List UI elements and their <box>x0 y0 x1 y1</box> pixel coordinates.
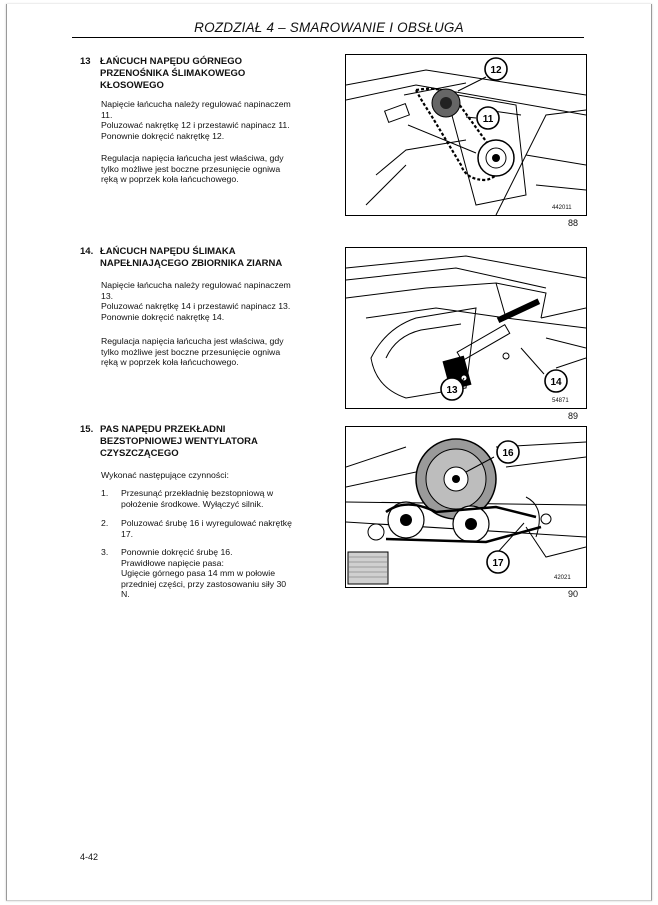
step-text: Poluzować śrubę 16 i wyregulować nakrętkę 17. <box>121 518 292 539</box>
step-number: 3. <box>101 547 109 557</box>
section-number: 15. <box>80 424 94 435</box>
page-number: 4-42 <box>80 852 99 862</box>
section-number: 14. <box>80 246 94 257</box>
callout-12: 12 <box>490 65 502 76</box>
callout-16: 16 <box>502 448 514 459</box>
section-14-paragraph-1: Napięcie łańcucha należy regulować napinaczem 13. Poluzować nakrętkę 14 i przestawić napinacz 13. Ponownie dokręcić nakrętkę 14. <box>101 280 291 322</box>
section-14-paragraph-2: Regulacja napięcia łańcucha jest właściwa, gdy tylko możliwe jest boczne przesunięcie ogniwa ręką w poprzek koła łańcuchowego. <box>101 336 284 368</box>
step-text: Przesunąć przekładnię bezstopniową w położenie środkowe. Wyłączyć silnik. <box>121 488 274 509</box>
belt-drive-drawing <box>346 427 586 587</box>
callout-14: 14 <box>550 377 562 388</box>
section-13-paragraph-2: Regulacja napięcia łańcucha jest właściwa, gdy tylko możliwe jest boczne przesunięcie ogniwa ręką w poprzek koła łańcuchowego. <box>101 153 284 185</box>
figure-number: 90 <box>568 589 579 599</box>
chain-drive-drawing <box>346 55 586 215</box>
chapter-title: ROZDZIAŁ 4 – SMAROWANIE I OBSŁUGA <box>194 20 464 35</box>
section-number: 13 <box>80 56 91 67</box>
step-number: 1. <box>101 488 109 498</box>
callout-11: 11 <box>482 114 494 125</box>
callout-13: 13 <box>446 385 458 396</box>
auger-chain-drawing <box>346 248 586 408</box>
header-rule <box>72 37 584 38</box>
figure-code: 42021 <box>554 575 571 581</box>
figure-code: 442011 <box>552 205 572 211</box>
figure-code: 54871 <box>552 398 569 404</box>
figure-number: 89 <box>568 411 579 421</box>
step-text: Ponownie dokręcić śrubę 16. Prawidłowe napięcie pasa: Ugięcie górnego pasa 14 mm w połowie przedniej części, przy zastosowaniu siły 30 N. <box>121 547 287 600</box>
section-title: PAS NAPĘDU PRZEKŁADNI BEZSTOPNIOWEJ WENTYLATORA CZYSZCZĄCEGO <box>100 424 258 459</box>
step-number: 2. <box>101 518 109 528</box>
figure-90-illustration <box>345 426 587 588</box>
figure-89-illustration <box>345 247 587 409</box>
figure-number: 88 <box>568 218 579 228</box>
section-title: ŁAŃCUCH NAPĘDU GÓRNEGO PRZENOŚNIKA ŚLIMAKOWEGO KŁOSOWEGO <box>100 56 246 91</box>
figure-88-illustration <box>345 54 587 216</box>
section-13-paragraph-1: Napięcie łańcucha należy regulować napinaczem 11. Poluzować nakrętkę 12 i przestawić napinacz 11. Ponownie dokręcić nakrętkę 12. <box>101 99 291 141</box>
section-15-intro: Wykonać następujące czynności: <box>101 470 229 480</box>
section-title: ŁAŃCUCH NAPĘDU ŚLIMAKA NAPEŁNIAJĄCEGO ZBIORNIKA ZIARNA <box>100 246 283 269</box>
callout-17: 17 <box>492 558 504 569</box>
